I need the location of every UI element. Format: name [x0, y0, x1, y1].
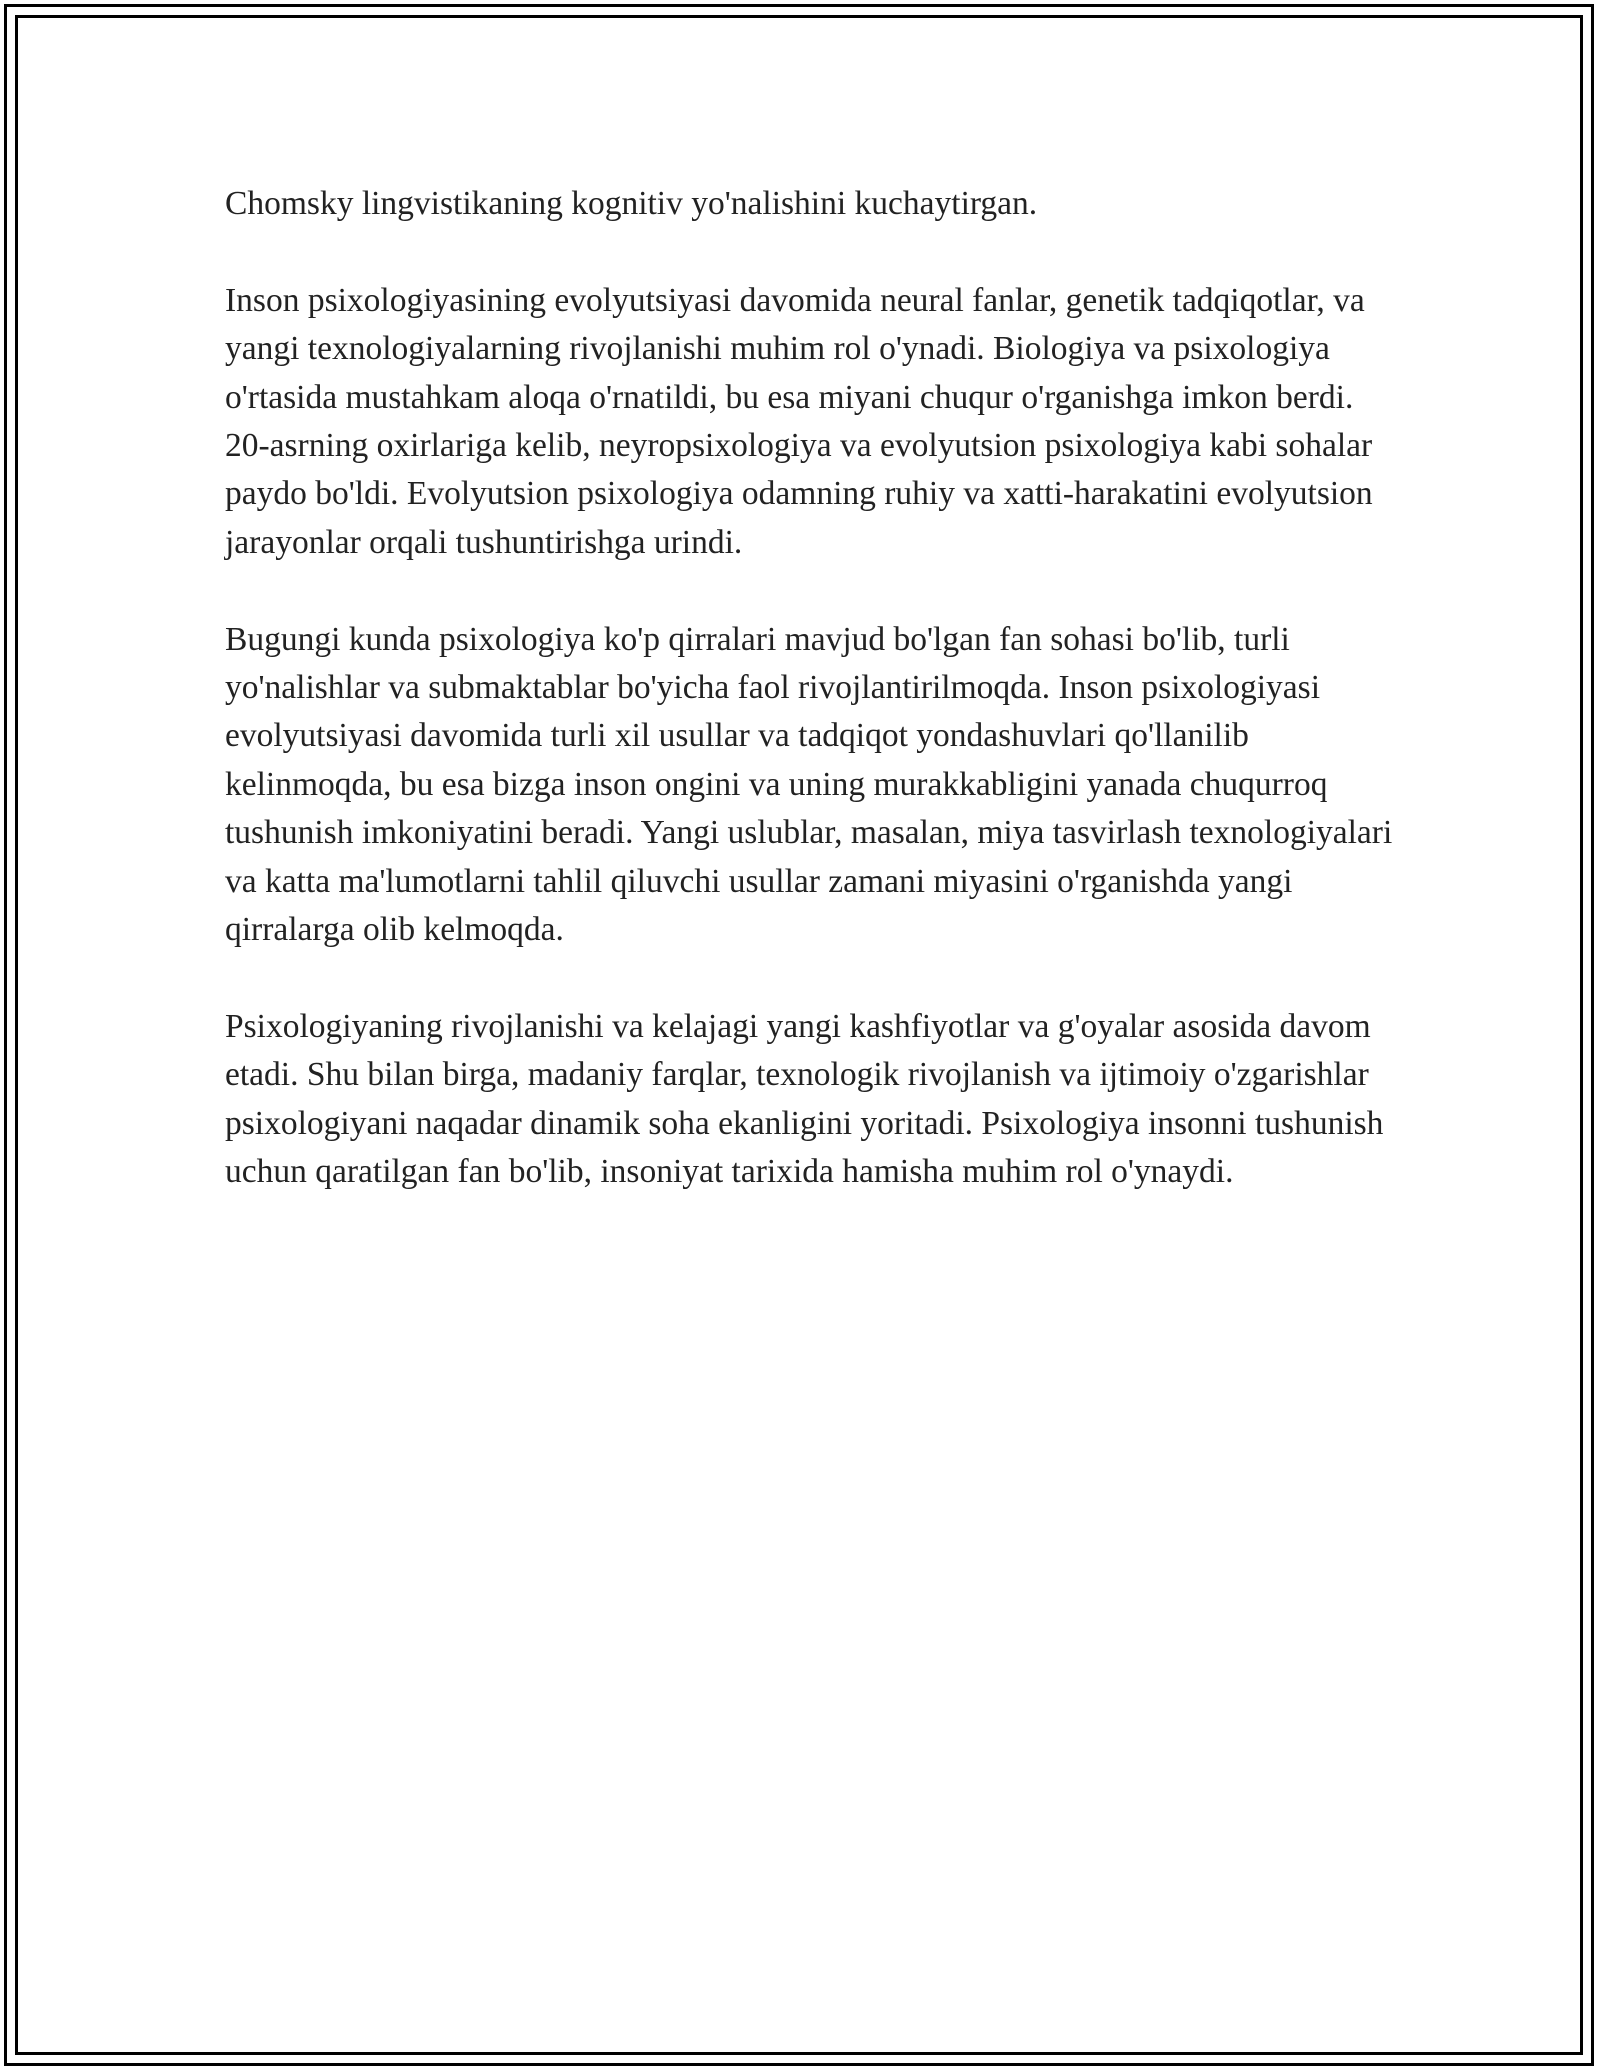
- paragraph-4: Psixologiyaning rivojlanishi va kelajagi yangi kashfiyotlar va g'oyalar asosida davom etadi. Shu bilan birga, madaniy farqlar, texnologik rivojlanish va ijtimoiy o'zgarishlar psixologiyani naqadar dinamik soha ekanligini yoritadi. Psixologiya insonni tushunish uchun qaratilgan fan bo'lib, insoniyat tarixida hamisha muhim rol o'ynaydi.: [225, 1007, 1384, 1191]
- paragraph-1: Chomsky lingvistikaning kognitiv yo'nalishini kuchaytirgan.: [225, 185, 1038, 222]
- paragraph-2: Inson psixologiyasining evolyutsiyasi davomida neural fanlar, genetik tadqiqotlar, va yangi texnologiyalarning rivojlanishi muhim rol o'ynadi. Biologiya va psixologiya o'rtasida mustahkam aloqa o'rnatildi, bu esa miyani chuqur o'rganishga imkon berdi. 20-asrning oxirlariga kelib, neyropsixologiya va evolyutsion psixologiya kabi sohalar paydo bo'ldi. Evolyutsion psixologiya odamning ruhiy va xatti-harakatini evolyutsion jarayonlar orqali tushuntirishga urindi.: [225, 281, 1373, 561]
- document-body: [225, 180, 1395, 1245]
- paragraph-3: Bugungi kunda psixologiya ko'p qirralari mavjud bo'lgan fan sohasi bo'lib, turli yo'nalishlar va submaktablar bo'yicha faol rivojlantirilmoqda. Inson psixologiyasi evolyutsiyasi davomida turli xil usullar va tadqiqot yondashuvlari qo'llanilib kelinmoqda, bu esa bizga inson ongini va uning murakkabligini yanada chuqurroq tushunish imkoniyatini beradi. Yangi uslublar, masalan, miya tasvirlash texnologiyalari va katta ma'lumotlarni tahlil qiluvchi usullar zamani miyasini o'rganishda yangi qirralarga olib kelmoqda.: [225, 620, 1393, 949]
